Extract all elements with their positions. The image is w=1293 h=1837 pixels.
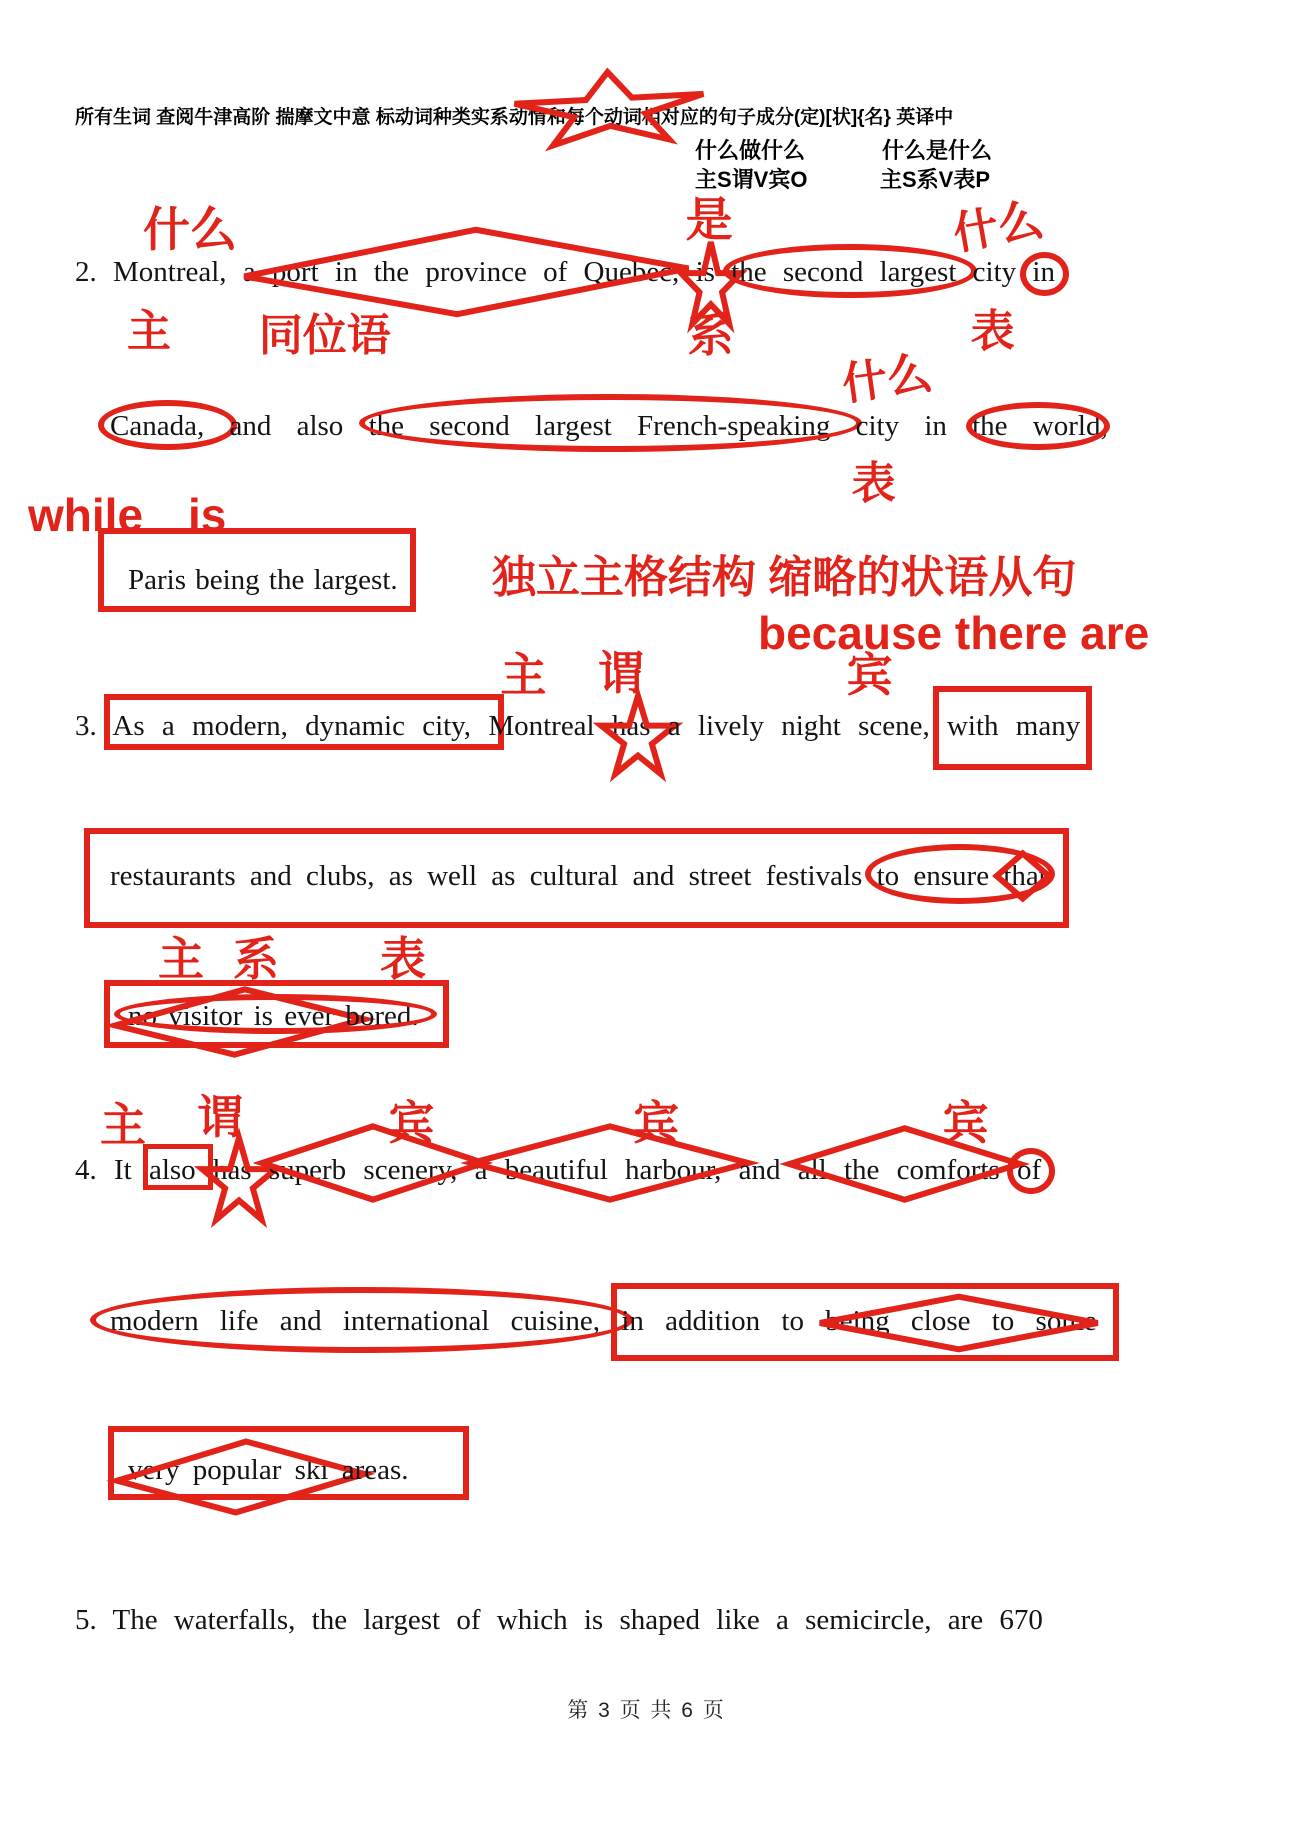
s3-number: 3. [75,710,113,742]
s3-verb: has 谓 [612,710,668,742]
s2-noun: city 什么 表 [948,193,1047,356]
annotation-shenme: 什么 [838,346,935,411]
s2-city-in: city in 什么 表 [838,346,973,508]
annotation-bin: 宾 [942,1097,989,1149]
header-line2b: 什么是什么 [882,138,993,163]
sentence-4-line-2 [110,1303,1097,1339]
s4-object-1: superb scenery, 宾 [269,1154,475,1186]
s2-number: 2. [75,256,113,288]
s4-subject: It 主 [100,1099,149,1186]
annotation-wei: 谓 [196,1091,243,1143]
annotation-wei: 谓 [597,647,644,699]
s4-ski-phrase: very popular ski [128,1454,342,1486]
s2-canada: Canada, [110,410,229,442]
s2-the-world: the world, [972,410,1108,442]
sentence-4-line-1 [75,1091,1042,1188]
s3-object: a lively night scene, 宾 [667,649,947,742]
s3-adverbial: As a modern, dynamic city, [112,710,488,742]
header-line3b: 主S系V表P [880,167,991,192]
s2-linking-verb: is 是 系 [696,256,732,288]
s4-areas: areas. [341,1454,409,1486]
page-number: 第 3 页 共 6 页 [567,1699,726,1722]
annotation-tongweiyu: 同位语 [258,311,391,360]
s4-object-3: all the comforts 宾 [798,1154,1017,1186]
annotation-zhu: 主 [127,307,171,356]
annotation-shi: 是 [685,193,733,246]
annotation-shenme: 什么 [948,193,1047,260]
header-line2a: 什么做什么 [695,138,806,163]
s3-ensure-phrase: to ensure that [877,860,1047,892]
annotation-bin: 宾 [388,1097,435,1149]
annotation-while: while [28,489,144,541]
annotation-bin: 宾 [846,649,893,701]
s4-object-2: a beautiful harbour, 宾 [475,1154,739,1186]
s4-of: of [1017,1154,1041,1186]
annotation-because-there-are: because there are [758,607,1150,659]
annotation-shenme: 什么 [143,203,237,256]
s2-appositive: a port in the province of Quebec, 同位语 [243,256,696,288]
s4-verb: has 谓 [213,1154,269,1186]
s2-superlative: the second largest [731,256,972,288]
s3-with-many: with many [947,710,1080,742]
annotation-bin: 宾 [632,1097,679,1149]
s4-number: 4. [75,1154,114,1186]
header-line3a: 主S谓V宾O [695,167,808,192]
annotation-is: is [188,489,227,541]
sentence-4-line-3 [128,1452,409,1488]
s4-being-close: being close to some [825,1305,1097,1337]
annotation-biao: 表 [851,459,896,508]
s2-french-superlative: the second largest French-speaking [369,410,856,442]
annotation-biao: 表 [970,307,1015,356]
s4-also: also [149,1154,213,1186]
sentence-3-line-1 [75,647,1081,744]
sentence-3-line-2 [110,858,1047,894]
s4-addition-phrase: in addition to being close to some [621,1305,1096,1337]
sentence-2-line-1 [75,193,1055,361]
s3-bored: bored. [345,1000,419,1032]
s2-subject: Montreal, 什么 主 [113,203,243,356]
annotation-xi: 系 [687,309,734,361]
s3-that: that [1003,860,1047,892]
s3-no-visitor: no visitor is ever [128,1000,345,1032]
s4-and: and [738,1154,798,1186]
annotation-zhu: 主 [500,649,547,701]
sentence-2-line-2 [110,346,1108,508]
annotation-duli-zhuge: 独立主格结构 缩略的状语从句 [492,553,1077,602]
s4-cuisine-phrase: modern life and international cuisine, [110,1305,621,1337]
annotation-zhu: 主 [158,933,204,985]
sentence-3-line-3 [128,998,419,1034]
header-line1: 所有生词 查阅牛津高阶 揣摩文中意 标动词种类实系动情和每个动词相对应的句子成分(定)[状]{名} 英译中 [75,107,954,128]
s3-restaurants-phrase: restaurants and clubs, as well as cultural and street festivals [110,860,877,892]
s3-subject: Montreal 主 [488,649,612,742]
annotation-xi: 系 [233,933,279,985]
s2-absolute-construction: Paris being the largest. [128,564,398,596]
annotation-zhu: 主 [100,1099,146,1151]
sentence-5-line-1 [75,1602,1043,1638]
sentence-2-line-3 [128,562,398,598]
annotation-biao: 表 [380,933,426,985]
s5-text: 5. The waterfalls, the largest of which is shaped like a semicircle, are 670 [75,1604,1043,1636]
s2-in: in [1032,256,1055,288]
s2-and-also: and also [229,410,369,442]
